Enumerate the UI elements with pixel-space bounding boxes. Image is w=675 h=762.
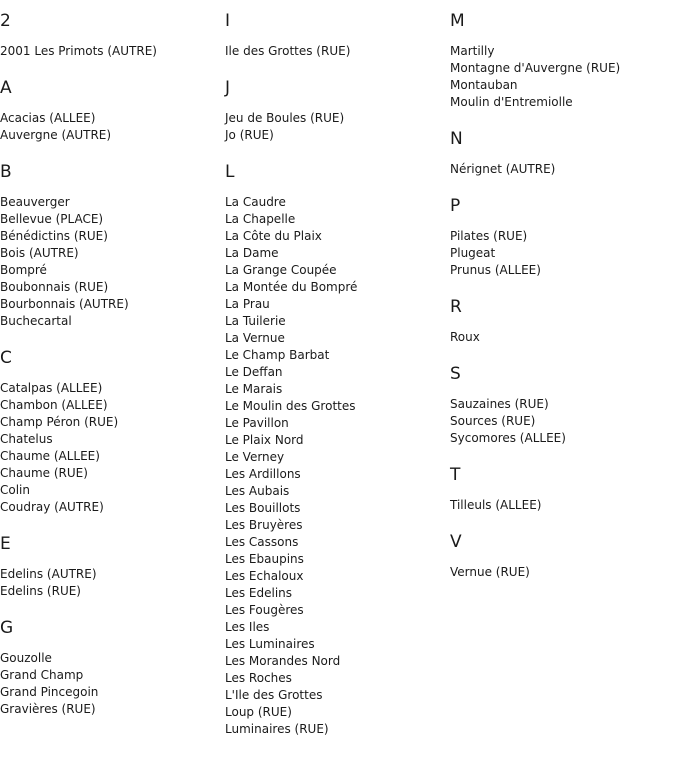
letter-group — [0, 346, 220, 516]
street-list — [450, 564, 670, 581]
street-name: Les Echaloux — [225, 569, 304, 583]
street-list — [225, 194, 445, 738]
street-name: 2001 Les Primots (AUTRE) — [0, 44, 157, 58]
street-name: Les Bouillots — [225, 501, 301, 515]
street-name: Gouzolle — [0, 651, 52, 665]
street-name: Jeu de Boules (RUE) — [225, 111, 345, 125]
letter-group — [450, 362, 670, 447]
street-list — [450, 228, 670, 279]
street-name: Le Plaix Nord — [225, 433, 304, 447]
street-name: Sauzaines (RUE) — [450, 397, 549, 411]
street-name: Les Roches — [225, 671, 292, 685]
letter-heading: S — [450, 364, 461, 384]
letter-group — [225, 160, 445, 738]
street-name: Bompré — [0, 263, 47, 277]
street-name: La Côte du Plaix — [225, 229, 322, 243]
street-list — [0, 110, 220, 144]
letter-heading: T — [450, 465, 461, 485]
street-name: Montagne d'Auvergne (RUE) — [450, 61, 621, 75]
street-list — [0, 43, 220, 60]
letter-group — [450, 9, 670, 111]
street-list — [450, 396, 670, 447]
street-name: Bellevue (PLACE) — [0, 212, 104, 226]
letter-group — [0, 532, 220, 600]
street-name: Les Aubais — [225, 484, 290, 498]
street-name: Jo (RUE) — [225, 128, 274, 142]
letter-group — [450, 530, 670, 581]
street-name: Les Fougères — [225, 603, 304, 617]
street-index-column-2 — [225, 9, 445, 754]
street-name: Luminaires (RUE) — [225, 722, 329, 736]
street-list — [225, 43, 445, 60]
letter-heading: C — [0, 348, 12, 368]
letter-heading: V — [450, 532, 462, 552]
street-name: Chambon (ALLEE) — [0, 398, 108, 412]
street-name: Les Ebaupins — [225, 552, 304, 566]
street-name: Les Edelins — [225, 586, 293, 600]
street-name: Le Verney — [225, 450, 285, 464]
street-list — [0, 380, 220, 516]
letter-group — [0, 160, 220, 330]
street-name: La Chapelle — [225, 212, 296, 226]
street-name: La Caudre — [225, 195, 286, 209]
street-name: Sycomores (ALLEE) — [450, 431, 566, 445]
street-name: Grand Pincegoin — [0, 685, 99, 699]
letter-heading: R — [450, 297, 462, 317]
street-name: Chaume (ALLEE) — [0, 449, 100, 463]
street-name: Colin — [0, 483, 30, 497]
letter-heading: P — [450, 196, 461, 216]
street-name: Nérignet (AUTRE) — [450, 162, 556, 176]
street-name: Moulin d'Entremiolle — [450, 95, 573, 109]
street-name: Gravières (RUE) — [0, 702, 96, 716]
street-name: Les Cassons — [225, 535, 299, 549]
street-name: La Dame — [225, 246, 279, 260]
street-name: Champ Péron (RUE) — [0, 415, 119, 429]
letter-heading: B — [0, 162, 12, 182]
street-list — [225, 110, 445, 144]
letter-heading: L — [225, 162, 235, 182]
street-name: Le Champ Barbat — [225, 348, 330, 362]
letter-group — [450, 194, 670, 279]
street-name: Grand Champ — [0, 668, 84, 682]
street-name: Buchecartal — [0, 314, 72, 328]
street-name: Ile des Grottes (RUE) — [225, 44, 351, 58]
street-list — [0, 566, 220, 600]
street-name: L'Ile des Grottes — [225, 688, 323, 702]
letter-group — [225, 76, 445, 144]
street-name: Boubonnais (RUE) — [0, 280, 109, 294]
street-list — [0, 194, 220, 330]
letter-heading: N — [450, 129, 463, 149]
street-name: Edelins (AUTRE) — [0, 567, 97, 581]
street-name: Les Iles — [225, 620, 270, 634]
letter-group — [450, 127, 670, 178]
street-name: Les Morandes Nord — [225, 654, 341, 668]
street-name: Sources (RUE) — [450, 414, 536, 428]
street-name: Montauban — [450, 78, 518, 92]
street-list — [0, 650, 220, 718]
street-list — [450, 497, 670, 514]
street-name: Bois (AUTRE) — [0, 246, 79, 260]
street-list — [450, 161, 670, 178]
letter-group — [0, 76, 220, 144]
letter-group — [0, 9, 220, 60]
street-name: Le Moulin des Grottes — [225, 399, 356, 413]
letter-group — [225, 9, 445, 60]
letter-group — [450, 463, 670, 514]
street-name: Coudray (AUTRE) — [0, 500, 104, 514]
street-name: Plugeat — [450, 246, 496, 260]
street-name: Pilates (RUE) — [450, 229, 528, 243]
street-name: Le Deffan — [225, 365, 283, 379]
street-name: La Tuilerie — [225, 314, 286, 328]
street-name: La Prau — [225, 297, 270, 311]
letter-heading: E — [0, 534, 11, 554]
street-name: Chatelus — [0, 432, 53, 446]
street-name: Acacias (ALLEE) — [0, 111, 96, 125]
street-name: Roux — [450, 330, 480, 344]
street-name: La Montée du Bompré — [225, 280, 358, 294]
street-name: Vernue (RUE) — [450, 565, 530, 579]
letter-heading: G — [0, 618, 14, 638]
street-index-column-1 — [0, 9, 220, 734]
letter-heading: M — [450, 11, 465, 31]
street-name: Auvergne (AUTRE) — [0, 128, 112, 142]
letter-group — [450, 295, 670, 346]
street-name: La Grange Coupée — [225, 263, 337, 277]
street-name: La Vernue — [225, 331, 285, 345]
street-name: Martilly — [450, 44, 495, 58]
letter-heading: 2 — [0, 11, 11, 31]
street-name: Tilleuls (ALLEE) — [450, 498, 542, 512]
street-name: Le Marais — [225, 382, 283, 396]
street-name: Edelins (RUE) — [0, 584, 81, 598]
letter-group — [0, 616, 220, 718]
street-name: Les Luminaires — [225, 637, 315, 651]
street-name: Catalpas (ALLEE) — [0, 381, 103, 395]
letter-heading: A — [0, 78, 12, 98]
street-name: Loup (RUE) — [225, 705, 292, 719]
street-name: Bourbonnais (AUTRE) — [0, 297, 129, 311]
letter-heading: I — [225, 11, 231, 31]
letter-heading: J — [225, 78, 231, 98]
street-name: Prunus (ALLEE) — [450, 263, 541, 277]
street-name: Les Bruyères — [225, 518, 303, 532]
street-list — [450, 43, 670, 111]
street-name: Beauverger — [0, 195, 70, 209]
street-index-column-3 — [450, 9, 670, 597]
street-list — [450, 329, 670, 346]
street-name: Chaume (RUE) — [0, 466, 88, 480]
street-name: Le Pavillon — [225, 416, 289, 430]
street-name: Les Ardillons — [225, 467, 301, 481]
street-name: Bénédictins (RUE) — [0, 229, 108, 243]
